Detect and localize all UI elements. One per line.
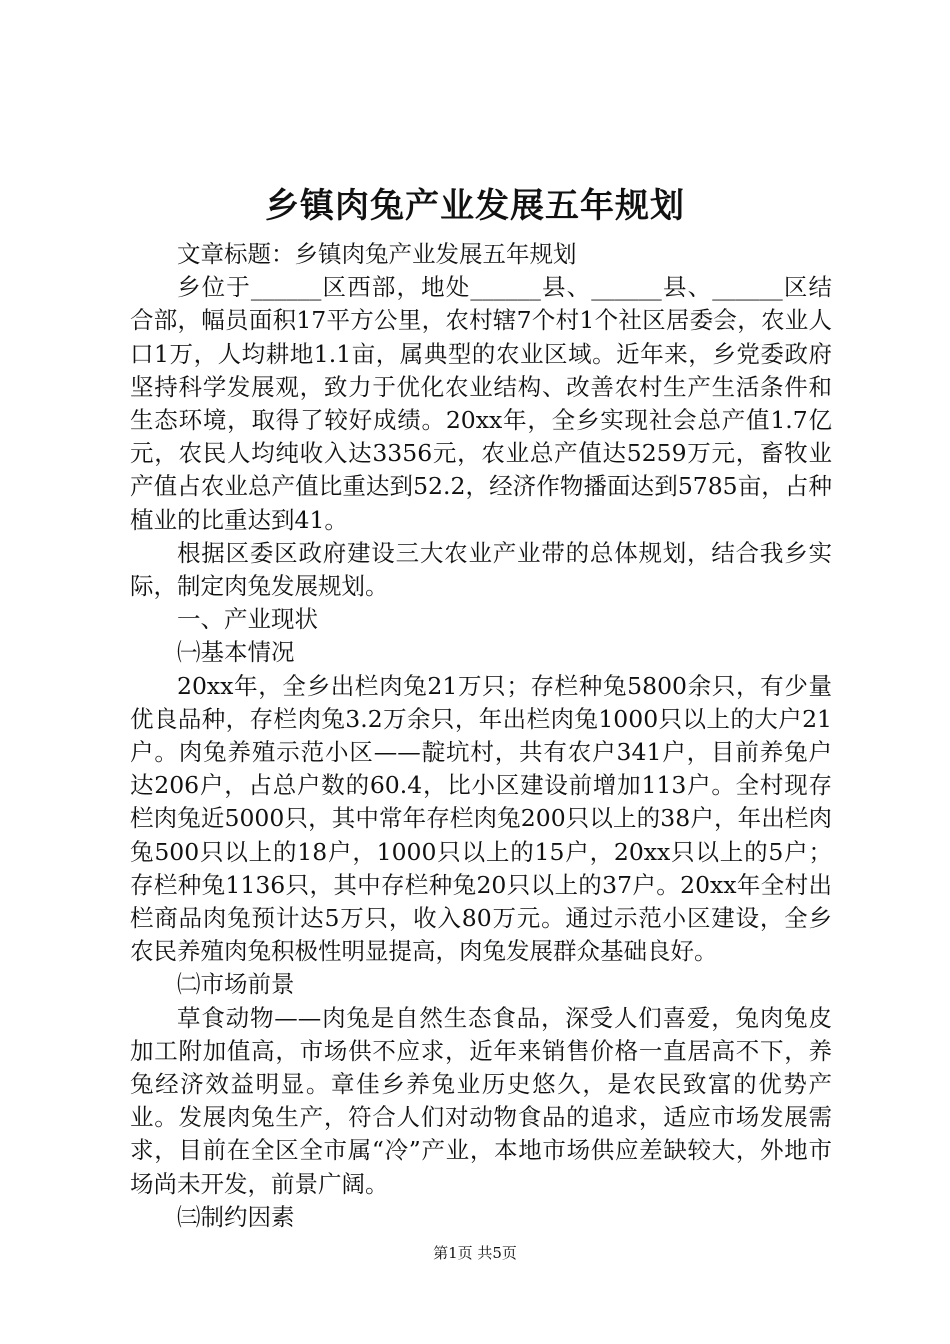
paragraph-plan: 根据区委区政府建设三大农业产业带的总体规划，结合我乡实际，制定肉兔发展规划。 [130, 538, 832, 601]
subsection-heading-2: ㈡市场前景 [177, 970, 295, 999]
paragraph-market-outlook: 草食动物——肉兔是自然生态食品，深受人们喜爱，兔肉兔皮加工附加值高，市场供不应求，近年来销售价格一直居高不下，养兔经济效益明显。章佳乡养兔业历史悠久，是农民致富的优势产业。发展肉兔生产，符合人们对动物食品的追求，适应市场发展需求，目前在全区全市属“冷”产业，本地市场供应差缺较大，外地市场尚未开发，前景广阔。 [130, 1003, 832, 1198]
paragraph-basic-situation: 20xx年，全乡出栏肉兔21万只；存栏种兔5800余只，有少量优良品种，存栏肉兔3.2万余只，年出栏肉兔1000只以上的大户21户。肉兔养殖示范小区——靛坑村，共有农户341户，目前养兔户达206户，占总户数的60.4，比小区建设前增加113户。全村现存栏肉兔近5000只，其中常年存栏肉兔200只以上的38户，年出栏肉兔500只以上的18户，1000只以上的15户，20xx只以上的5户；存栏种兔1136只，其中存栏种兔20只以上的37户。20xx年全村出栏商品肉兔预计达5万只，收入80万元。通过示范小区建设，全乡农民养殖肉兔积极性明显提高，肉兔发展群众基础良好。 [130, 671, 832, 966]
article-title-line: 文章标题：乡镇肉兔产业发展五年规划 [177, 240, 577, 268]
subsection-heading-3: ㈢制约因素 [177, 1202, 295, 1231]
paragraph-intro: 乡位于______区西部，地处______县、______县、______区结合部，幅员面积17平方公里，农村辖7个村1个社区居委会，农业人口1万，人均耕地1.1亩，属典型的农业区域。近年来，乡党委政府坚持科学发展观，致力于优化农业结构、改善农村生产生活条件和生态环境，取得了较好成绩。20xx年，全乡实现社会总产值1.7亿元，农民人均纯收入达3356元，农业总产值达5259万元，畜牧业产值占农业总产值比重达到52.2，经济作物播面达到5785亩，占种植业的比重达到41。 [130, 273, 832, 534]
section-heading-1: 一、产业现状 [177, 605, 318, 634]
subsection-heading-1: ㈠基本情况 [177, 638, 295, 667]
document-body [130, 238, 832, 1234]
page-footer: 第1页 共5页 [433, 1244, 517, 1262]
document-title: 乡镇肉兔产业发展五年规划 [265, 186, 685, 226]
